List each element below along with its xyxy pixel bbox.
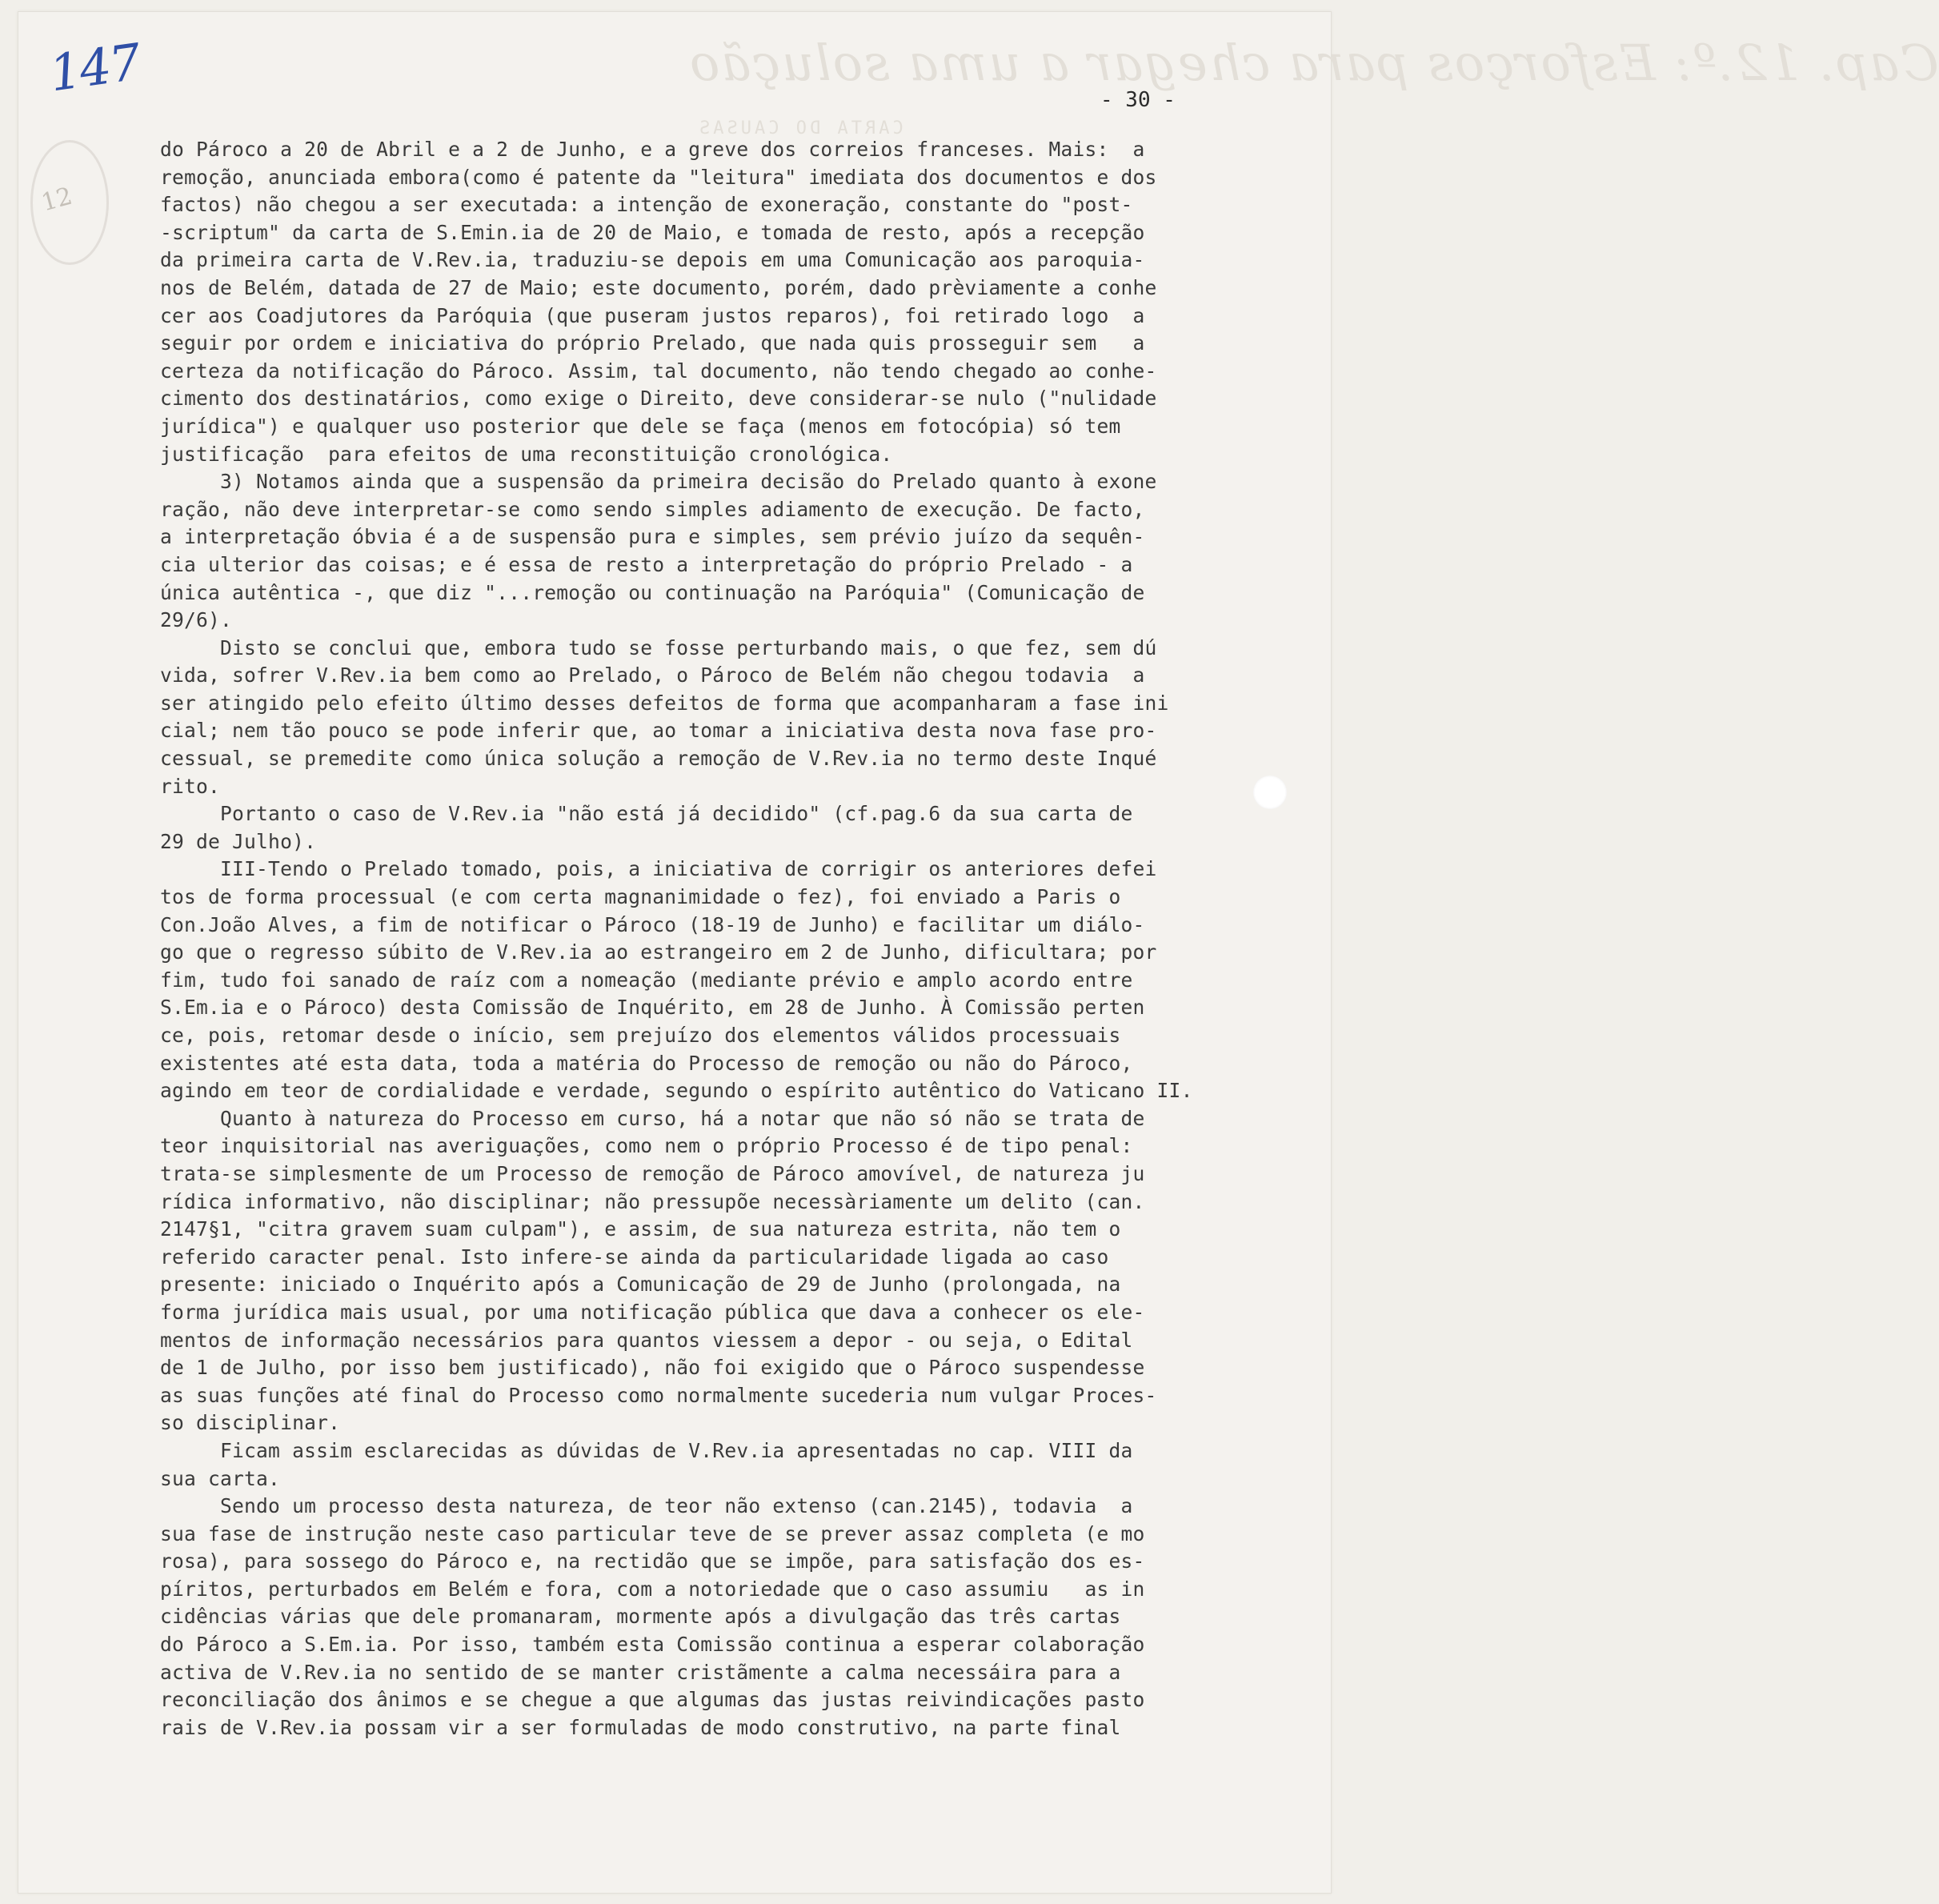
text-line: sua fase de instrução neste caso particular teve de se prever assaz completa (e mo	[160, 1521, 1145, 1545]
text-line: so disciplinar.	[160, 1411, 341, 1435]
text-line: do Pároco a 20 de Abril e a 2 de Junho, e a greve dos correios franceses. Mais: a	[160, 138, 1145, 161]
text-line: cessual, se premedite como única solução a remoção de V.Rev.ia no termo deste Inqué	[160, 747, 1157, 771]
text-line: cer aos Coadjutores da Paróquia (que puseram justos reparos), foi retirado logo a	[160, 303, 1145, 327]
text-line: rosa), para sossego do Pároco e, na rectidão que se impõe, para satisfação dos es-	[160, 1549, 1145, 1573]
text-line: Portanto o caso de V.Rev.ia "não está já decidido" (cf.pag.6 da sua carta de	[160, 802, 1133, 826]
text-line: III-Tendo o Prelado tomado, pois, a iniciativa de corrigir os anteriores defei	[160, 857, 1157, 881]
text-line: 29/6).	[160, 608, 233, 632]
text-line: Ficam assim esclarecidas as dúvidas de V.Rev.ia apresentadas no cap. VIII da	[160, 1438, 1133, 1462]
text-line: certeza da notificação do Pároco. Assim, tal documento, não tendo chegado ao conhe-	[160, 359, 1157, 383]
text-line: tos de forma processual (e com certa magnanimidade o fez), foi enviado a Paris o	[160, 885, 1121, 909]
text-line: -scriptum" da carta de S.Emin.ia de 20 de Maio, e tomada de resto, após a recepção	[160, 220, 1145, 244]
text-line: seguir por ordem e iniciativa do próprio Prelado, que nada quis prosseguir sem a	[160, 331, 1145, 355]
handwritten-archive-number: 147	[46, 32, 143, 103]
text-line: Disto se conclui que, embora tudo se fosse perturbando mais, o que fez, sem dú	[160, 635, 1157, 659]
text-line: go que o regresso súbito de V.Rev.ia ao estrangeiro em 2 de Junho, dificultara; por	[160, 940, 1157, 964]
text-line: cial; nem tão pouco se pode inferir que, ao tomar a iniciativa desta nova fase pro-	[160, 719, 1157, 743]
text-line: ser atingido pelo efeito último desses defeitos de forma que acompanharam a fase ini	[160, 691, 1169, 715]
text-line: mentos de informação necessários para quantos viessem a depor - ou seja, o Edital	[160, 1328, 1133, 1352]
text-line: teor inquisitorial nas averiguações, como nem o próprio Processo é de tipo penal:	[160, 1134, 1133, 1158]
text-line: 2147§1, "citra gravem suam culpam"), e assim, de sua natureza estrita, não tem o	[160, 1217, 1121, 1241]
text-line: factos) não chegou a ser executada: a intenção de exoneração, constante do "post-	[160, 193, 1133, 217]
text-line: justificação para efeitos de uma reconstituição cronológica.	[160, 442, 893, 466]
text-line: agindo em teor de cordialidade e verdade, segundo o espírito autêntico do Vaticano II.	[160, 1079, 1193, 1103]
text-line: activa de V.Rev.ia no sentido de se manter cristãmente a calma necessáira para a	[160, 1660, 1121, 1684]
text-line: reconciliação dos ânimos e se chegue a que algumas das justas reivindicações pasto	[160, 1688, 1145, 1712]
text-line: fim, tudo foi sanado de raíz com a nomeação (mediante prévio e amplo acordo entre	[160, 968, 1133, 992]
text-line: trata-se simplesmente de um Processo de remoção de Pároco amovível, de natureza ju	[160, 1161, 1145, 1185]
typewritten-body	[160, 136, 1280, 1742]
text-line: S.Em.ia e o Pároco) desta Comissão de Inquérito, em 28 de Junho. À Comissão perten	[160, 996, 1145, 1020]
bleed-through-heading: Cap. 12.º: Esforços para chegar a uma solução	[688, 34, 1939, 92]
text-line: sua carta.	[160, 1466, 281, 1490]
text-line: Quanto à natureza do Processo em curso, há a notar que não só não se trata de	[160, 1106, 1145, 1130]
text-line: Con.João Alves, a fim de notificar o Pároco (18-19 de Junho) e facilitar um diálo-	[160, 912, 1145, 936]
text-line: rídica informativo, não disciplinar; não pressupõe necessàriamente um delito (can.	[160, 1189, 1145, 1213]
text-line: Sendo um processo desta natureza, de teor não extenso (can.2145), todavia a	[160, 1494, 1133, 1518]
text-line: a interpretação óbvia é a de suspensão pura e simples, sem prévio juízo da sequên-	[160, 525, 1145, 549]
faded-stamp-text: 12	[38, 182, 76, 218]
text-line: ce, pois, retomar desde o início, sem prejuízo dos elementos válidos processuais	[160, 1024, 1121, 1047]
text-line: do Pároco a S.Em.ia. Por isso, também esta Comissão continua a esperar colaboração	[160, 1633, 1145, 1657]
text-line: da primeira carta de V.Rev.ia, traduziu-se depois em uma Comunicação aos paroquia-	[160, 248, 1145, 272]
text-line: jurídica") e qualquer uso posterior que dele se faça (menos em fotocópia) só tem	[160, 414, 1121, 438]
text-line: de 1 de Julho, por isso bem justificado), não foi exigido que o Pároco suspendesse	[160, 1356, 1145, 1380]
text-line: ração, não deve interpretar-se como sendo simples adiamento de execução. De facto,	[160, 497, 1145, 521]
text-line: cimento dos destinatários, como exige o Direito, deve considerar-se nulo ("nulidade	[160, 387, 1157, 411]
text-line: 29 de Julho).	[160, 829, 317, 853]
text-line: cia ulterior das coisas; e é essa de resto a interpretação do próprio Prelado - a	[160, 552, 1133, 576]
text-line: única autêntica -, que diz "...remoção ou continuação na Paróquia" (Comunicação de	[160, 580, 1145, 604]
text-line: existentes até esta data, toda a matéria do Processo de remoção ou não do Pároco,	[160, 1051, 1133, 1075]
text-line: as suas funções até final do Processo como normalmente sucederia num vulgar Proces-	[160, 1383, 1157, 1407]
bleed-through-subheading: CARTA DO CAUSAS	[696, 118, 903, 138]
text-line: forma jurídica mais usual, por uma notificação pública que dava a conhecer os ele-	[160, 1300, 1145, 1324]
text-line: rito.	[160, 774, 221, 798]
text-line: nos de Belém, datada de 27 de Maio; este documento, porém, dado prèviamente a conhe	[160, 275, 1157, 299]
text-line: referido caracter penal. Isto infere-se ainda da particularidade ligada ao caso	[160, 1245, 1109, 1269]
text-line: rais de V.Rev.ia possam vir a ser formuladas de modo construtivo, na parte final	[160, 1715, 1121, 1739]
text-line: presente: iniciado o Inquérito após a Comunicação de 29 de Junho (prolongada, na	[160, 1273, 1121, 1297]
text-line: cidências várias que dele promanaram, mormente após a divulgação das três cartas	[160, 1605, 1121, 1629]
text-line: píritos, perturbados em Belém e fora, com a notoriedade que o caso assumiu as in	[160, 1577, 1145, 1601]
page-number: - 30 -	[1100, 88, 1176, 112]
text-line: vida, sofrer V.Rev.ia bem como ao Prelado, o Pároco de Belém não chegou todavia a	[160, 663, 1145, 687]
text-line: remoção, anunciada embora(como é patente da "leitura" imediata dos documentos e dos	[160, 165, 1157, 189]
text-line: 3) Notamos ainda que a suspensão da primeira decisão do Prelado quanto à exone	[160, 470, 1157, 494]
